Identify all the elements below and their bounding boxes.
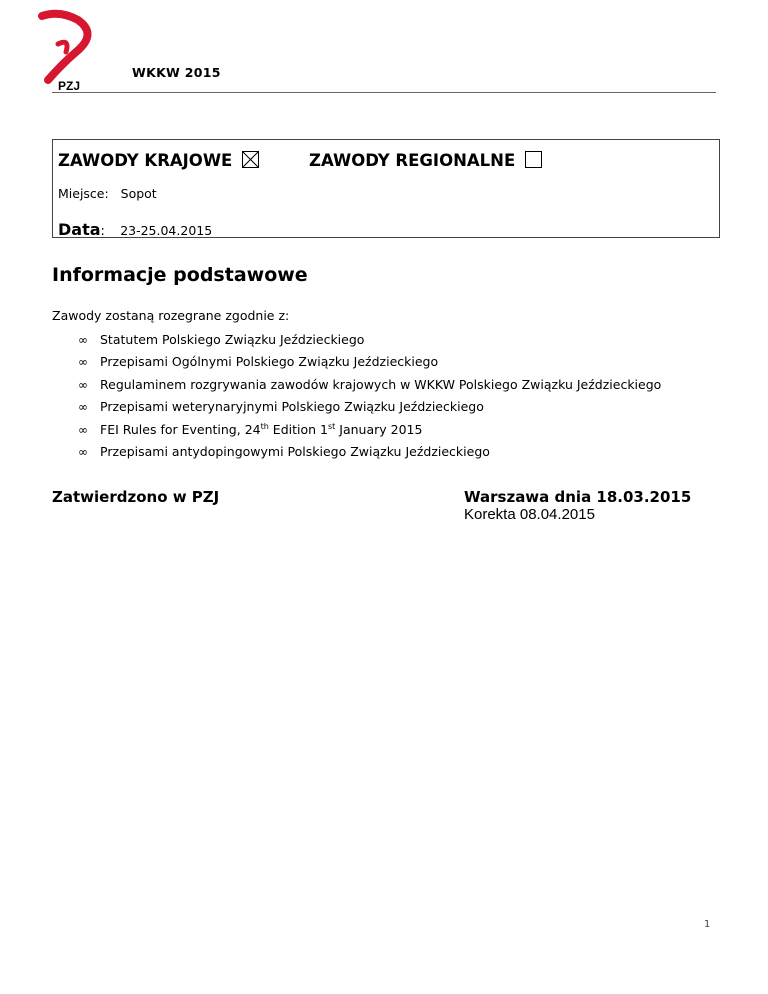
- venue-value: Sopot: [120, 186, 157, 201]
- signature-block: [464, 488, 691, 523]
- rule-text: Regulaminem rozgrywania zawodów krajowych w WKKW Polskiego Związku Jeździeckiego: [100, 376, 662, 392]
- list-item: [78, 422, 661, 444]
- infinity-bullet-icon: ∞: [78, 444, 88, 459]
- approved-label: Zatwierdzono w PZJ: [52, 488, 220, 506]
- rule-text: Przepisami Ogólnymi Polskiego Związku Jeździeckiego: [100, 354, 439, 370]
- infinity-bullet-icon: ∞: [78, 400, 88, 415]
- date-row: [58, 220, 212, 239]
- regional-competition: [309, 151, 542, 170]
- regional-label: ZAWODY REGIONALNE: [309, 151, 516, 170]
- list-item: [78, 332, 661, 354]
- date-colon: :: [100, 224, 105, 239]
- list-item: [78, 444, 661, 466]
- infinity-bullet-icon: ∞: [78, 377, 88, 392]
- rule-text: Statutem Polskiego Związku Jeździeckiego: [100, 332, 365, 347]
- infinity-bullet-icon: ∞: [78, 355, 88, 370]
- section-title: Informacje podstawowe: [52, 264, 308, 286]
- rule-text-part: FEI Rules for Eventing, 24: [100, 421, 261, 437]
- page-number: 1: [704, 919, 711, 930]
- correction-date: Korekta 08.04.2015: [464, 506, 595, 523]
- infinity-bullet-icon: ∞: [78, 333, 88, 347]
- competition-info-box: [52, 139, 720, 238]
- rule-text-part: Edition 1: [268, 421, 328, 437]
- logo-text: PZJ: [58, 79, 81, 92]
- national-checkbox[interactable]: [242, 151, 259, 168]
- regional-checkbox[interactable]: [525, 151, 542, 168]
- ordinal-suffix: st: [327, 421, 336, 431]
- list-item: [78, 354, 661, 376]
- rule-text-part: January 2015: [335, 421, 423, 437]
- date-label: Data: [58, 220, 101, 239]
- infinity-bullet-icon: ∞: [78, 422, 88, 437]
- checked-cross-icon: [243, 152, 258, 167]
- rules-intro: Zawody zostaną rozegrane zgodnie z:: [52, 308, 290, 323]
- venue-label: Miejsce:: [58, 186, 109, 201]
- approval-place-date: Warszawa dnia 18.03.2015: [464, 488, 692, 506]
- venue-row: [58, 186, 157, 201]
- date-value: 23-25.04.2015: [120, 223, 213, 238]
- list-item: [78, 377, 661, 399]
- event-code: WKKW 2015: [132, 65, 221, 80]
- rules-list: [78, 332, 661, 466]
- national-label: ZAWODY KRAJOWE: [58, 151, 233, 170]
- pzj-logo: [36, 8, 104, 92]
- rule-text: Przepisami weterynaryjnymi Polskiego Związku Jeździeckiego: [100, 399, 484, 415]
- list-item: [78, 399, 661, 421]
- header-divider: [52, 92, 716, 93]
- ordinal-suffix: th: [260, 421, 269, 431]
- national-competition: [58, 151, 259, 170]
- pzj-logo-mark: [36, 8, 104, 92]
- rule-text: Przepisami antydopingowymi Polskiego Związku Jeździeckiego: [100, 443, 490, 459]
